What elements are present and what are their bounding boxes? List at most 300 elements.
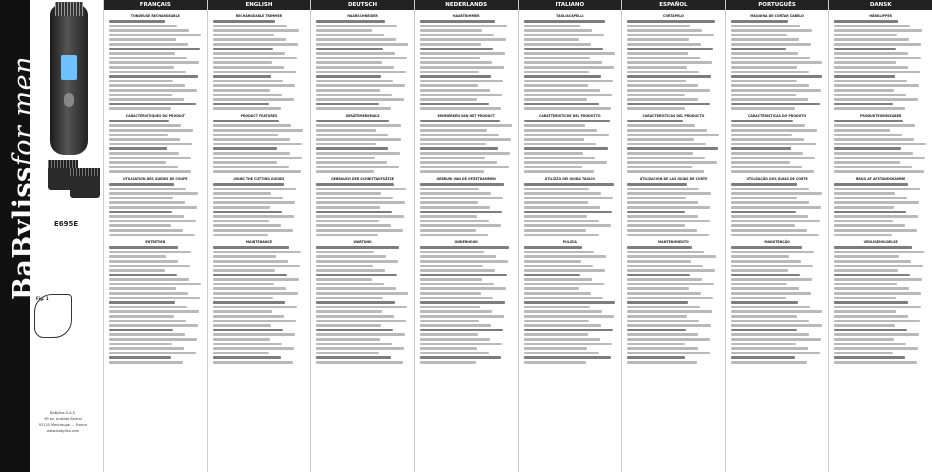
text-line (524, 338, 601, 341)
text-line (316, 215, 404, 218)
text-line (420, 134, 499, 137)
text-line (213, 246, 289, 249)
text-line (834, 356, 904, 359)
text-line (834, 75, 894, 78)
text-line (420, 183, 504, 186)
text-line (834, 120, 903, 123)
text-line (627, 215, 697, 218)
text-line (627, 306, 700, 309)
text-line (213, 301, 285, 304)
text-line (213, 166, 289, 169)
text-line (420, 324, 491, 327)
text-line (627, 143, 706, 146)
text-line (524, 170, 594, 173)
text-line (213, 61, 272, 64)
text-line (109, 220, 196, 223)
text-line (109, 211, 172, 214)
text-line (420, 38, 506, 41)
text-line (627, 206, 710, 209)
text-line (213, 324, 271, 327)
text-line (731, 61, 823, 64)
text-line (109, 297, 200, 300)
text-line (731, 265, 813, 268)
text-line (420, 170, 484, 173)
text-line (627, 251, 704, 254)
text-line (524, 251, 594, 254)
text-line (834, 25, 910, 28)
text-line (834, 57, 920, 60)
section-heading: ONDERHOUD (454, 240, 478, 245)
section-heading: GEBRUIK VAN DE OPZETKAMMEN (436, 177, 496, 181)
text-line (524, 306, 591, 309)
text-line (834, 310, 895, 313)
section-heading: VEDLIGEHOLDELSE (863, 240, 898, 245)
text-line (731, 94, 796, 97)
text-line (213, 124, 292, 127)
text-line (420, 343, 502, 346)
text-line (316, 297, 383, 300)
text-line (627, 80, 686, 83)
text-line (213, 52, 285, 55)
text-line (420, 75, 491, 78)
text-line (627, 315, 687, 318)
text-line (316, 329, 393, 332)
text-line (109, 120, 169, 123)
text-line (420, 52, 505, 55)
text-line (316, 265, 373, 268)
section-heading: TONDEUSE RECHARGEABLE (130, 14, 180, 18)
text-line (213, 215, 295, 218)
text-line (627, 52, 688, 55)
text-line (109, 107, 171, 110)
text-line (213, 234, 269, 237)
text-line (834, 201, 918, 204)
text-line (316, 157, 374, 160)
text-line (420, 80, 503, 83)
text-line (627, 38, 689, 41)
text-line (834, 320, 919, 323)
text-line (627, 107, 684, 110)
language-header: ITALIANO (519, 0, 622, 10)
text-line (731, 220, 820, 223)
text-line (109, 361, 183, 364)
text-line (316, 338, 380, 341)
text-line (731, 152, 803, 155)
text-line (213, 278, 299, 281)
text-line (524, 324, 602, 327)
text-line (109, 356, 171, 359)
text-line (213, 201, 295, 204)
text-line (834, 138, 914, 141)
text-line (420, 43, 481, 46)
text-line (420, 310, 492, 313)
text-line (834, 361, 916, 364)
text-line (213, 103, 270, 106)
text-line (524, 43, 592, 46)
text-line (627, 201, 698, 204)
language-column (621, 0, 725, 472)
text-line (213, 89, 270, 92)
text-line (524, 220, 600, 223)
text-line (524, 356, 612, 359)
text-line (834, 124, 915, 127)
text-line (834, 292, 921, 295)
text-line (213, 329, 283, 332)
text-line (213, 147, 278, 150)
text-line (420, 129, 487, 132)
text-line (627, 124, 695, 127)
text-line (213, 320, 296, 323)
text-line (109, 310, 199, 313)
text-line (420, 192, 491, 195)
text-line (524, 120, 610, 123)
text-line (420, 297, 493, 300)
text-line (420, 287, 506, 290)
text-line (627, 333, 698, 336)
text-line (109, 71, 186, 74)
text-line (627, 224, 684, 227)
text-line (834, 255, 899, 258)
text-line (524, 98, 588, 101)
text-line (420, 66, 504, 69)
text-line (213, 269, 275, 272)
section-heading: CARATTERISTICHE DEL PRODOTTO (539, 113, 601, 118)
text-line (627, 292, 701, 295)
language-header: ENGLISH (208, 0, 311, 10)
text-line (213, 265, 300, 268)
text-line (524, 107, 612, 110)
section-heading: KENMERKEN VAN HET PRODUCT (437, 113, 495, 118)
text-line (213, 292, 298, 295)
text-line (213, 211, 282, 214)
text-line (834, 166, 912, 169)
text-line (316, 333, 405, 336)
text-line (316, 43, 408, 46)
text-line (524, 134, 609, 137)
text-line (109, 157, 191, 160)
text-line (316, 94, 392, 97)
text-line (213, 80, 283, 83)
text-line (524, 103, 600, 106)
section-heading: CARACTERÍSTICAS DEL PRODUCTO (642, 113, 705, 118)
text-line (316, 192, 381, 195)
text-line (524, 166, 582, 169)
text-line (731, 206, 821, 209)
text-line (834, 34, 897, 37)
text-line (213, 66, 284, 69)
section-heading: UTILIZAÇÃO DOS GUIAS DE CORTE (746, 177, 808, 181)
text-line (109, 170, 191, 173)
text-line (731, 25, 800, 28)
text-line (524, 333, 589, 336)
text-line (213, 152, 290, 155)
model-number: E695E (54, 220, 79, 228)
text-line (316, 84, 405, 87)
text-line (731, 283, 788, 286)
text-line (731, 166, 802, 169)
language-column (725, 0, 829, 472)
text-line (213, 251, 301, 254)
section-heading: UTILISATION DES GUIDES DE COUPE (123, 177, 188, 181)
text-line (316, 352, 379, 355)
text-line (316, 107, 391, 110)
text-line (627, 25, 690, 28)
text-line (627, 260, 691, 263)
text-line (834, 161, 900, 164)
text-line (731, 188, 810, 191)
text-line (316, 306, 407, 309)
text-line (627, 297, 713, 300)
text-line (524, 224, 612, 227)
section-heading: MAINTENANCE (245, 240, 273, 245)
text-line (213, 25, 287, 28)
section-heading: GEBRAUCH DER SCHNITTAUFSÄTZE (331, 177, 394, 181)
text-line (213, 361, 294, 364)
text-line (213, 224, 282, 227)
text-line (834, 211, 905, 214)
text-line (834, 29, 922, 32)
text-line (316, 292, 408, 295)
text-line (109, 143, 192, 146)
text-line (627, 301, 688, 304)
text-line (627, 192, 711, 195)
text-line (213, 43, 298, 46)
text-line (627, 283, 714, 286)
text-line (627, 278, 702, 281)
text-line (316, 166, 398, 169)
text-line (524, 255, 606, 258)
text-line (834, 94, 905, 97)
language-column (828, 0, 932, 472)
text-line (109, 283, 201, 286)
text-line (524, 94, 613, 97)
section-heading: CARACTERÍSTICAS DO PRODUTO (748, 113, 807, 118)
text-line (109, 29, 189, 32)
text-line (316, 356, 391, 359)
text-line (627, 75, 711, 78)
text-line (109, 61, 199, 64)
text-line (420, 356, 502, 359)
text-line (109, 38, 176, 41)
text-line (109, 292, 188, 295)
text-line (213, 310, 272, 313)
text-line (109, 215, 184, 218)
text-line (109, 315, 174, 318)
text-line (420, 124, 512, 127)
text-line (731, 157, 815, 160)
language-column (414, 0, 518, 472)
language-header: FRANÇAIS (104, 0, 207, 10)
text-line (834, 215, 917, 218)
text-line (627, 129, 707, 132)
text-line (731, 161, 790, 164)
language-column (207, 0, 311, 472)
text-line (524, 66, 615, 69)
text-line (316, 89, 380, 92)
text-line (109, 278, 189, 281)
text-line (213, 84, 295, 87)
text-line (316, 224, 391, 227)
text-line (834, 103, 892, 106)
text-line (316, 98, 404, 101)
text-line (731, 287, 800, 290)
text-line (524, 75, 602, 78)
text-line (524, 269, 606, 272)
text-line (834, 287, 909, 290)
text-line (420, 251, 484, 254)
section-heading: PRODUCT FEATURES (240, 113, 278, 118)
text-line (316, 38, 396, 41)
text-line (731, 183, 798, 186)
text-line (109, 161, 166, 164)
text-line (316, 201, 405, 204)
text-line (420, 333, 478, 336)
text-line (834, 251, 924, 254)
text-line (524, 234, 599, 237)
text-line (109, 138, 180, 141)
text-line (524, 147, 608, 150)
text-line (731, 43, 812, 46)
text-line (213, 20, 275, 23)
text-line (834, 297, 896, 300)
text-line (109, 265, 190, 268)
text-line (627, 157, 705, 160)
text-line (627, 43, 701, 46)
brand-logo: BaBylissfor men (8, 56, 39, 300)
text-line (316, 324, 381, 327)
text-line (627, 229, 696, 232)
text-line (524, 246, 582, 249)
text-line (316, 188, 406, 191)
text-line (213, 48, 273, 51)
text-line (316, 103, 379, 106)
text-line (316, 220, 379, 223)
text-line (627, 274, 690, 277)
text-line (213, 206, 270, 209)
text-line (834, 246, 912, 249)
text-line (213, 255, 276, 258)
text-line (731, 170, 814, 173)
text-line (731, 129, 817, 132)
text-line (109, 25, 177, 28)
text-line (834, 283, 897, 286)
text-line (316, 138, 400, 141)
text-line (213, 347, 295, 350)
text-line (524, 80, 614, 83)
text-line (109, 246, 178, 249)
text-line (627, 197, 686, 200)
text-line (731, 315, 798, 318)
text-line (834, 301, 908, 304)
text-line (213, 183, 284, 186)
text-line (420, 29, 482, 32)
text-line (524, 197, 614, 200)
text-line (627, 20, 715, 23)
text-line (213, 143, 303, 146)
text-line (834, 197, 906, 200)
text-line (834, 347, 917, 350)
text-line (731, 29, 813, 32)
text-line (109, 166, 178, 169)
text-line (524, 25, 581, 28)
text-line (420, 352, 489, 355)
text-line (524, 138, 584, 141)
text-line (420, 61, 492, 64)
text-line (524, 188, 590, 191)
section-heading: CORTAPELO (662, 14, 684, 18)
text-line (213, 220, 270, 223)
text-line (731, 297, 787, 300)
text-line (420, 292, 481, 295)
section-heading: HAARTRIMMER (452, 14, 480, 18)
text-line (731, 274, 800, 277)
text-line (109, 255, 166, 258)
text-line (627, 152, 693, 155)
text-line (316, 260, 398, 263)
text-line (524, 71, 590, 74)
text-line (731, 197, 797, 200)
text-line (524, 292, 592, 295)
text-line (213, 71, 296, 74)
text-line (213, 38, 286, 41)
text-line (524, 211, 613, 214)
text-line (109, 89, 197, 92)
text-line (627, 84, 698, 87)
text-line (213, 356, 282, 359)
text-line (731, 138, 804, 141)
text-line (316, 301, 395, 304)
text-line (627, 246, 692, 249)
section-heading: UTILIZZO DEI GUIDA TAGLIO (544, 177, 595, 181)
text-line (834, 89, 893, 92)
text-line (213, 333, 295, 336)
text-line (627, 147, 718, 150)
text-line (109, 103, 196, 106)
text-line (524, 329, 614, 332)
text-line (109, 234, 195, 237)
text-line (731, 260, 801, 263)
text-line (420, 34, 494, 37)
text-line (420, 138, 511, 141)
text-line (109, 201, 185, 204)
text-line (524, 201, 589, 204)
text-line (213, 170, 301, 173)
text-line (731, 120, 793, 123)
text-line (213, 129, 304, 132)
text-line (109, 329, 173, 332)
text-line (524, 61, 603, 64)
text-line (524, 38, 580, 41)
text-line (420, 201, 478, 204)
text-line (834, 220, 892, 223)
text-line (109, 206, 197, 209)
text-line (420, 269, 495, 272)
text-line (316, 161, 386, 164)
text-line (213, 352, 270, 355)
text-line (420, 161, 497, 164)
text-line (420, 120, 500, 123)
language-column (310, 0, 414, 472)
text-line (627, 29, 702, 32)
text-line (213, 297, 273, 300)
text-line (420, 338, 490, 341)
text-line (213, 161, 277, 164)
text-line (627, 57, 700, 60)
text-line (627, 338, 710, 341)
text-line (213, 188, 296, 191)
text-line (524, 29, 593, 32)
text-line (316, 66, 394, 69)
